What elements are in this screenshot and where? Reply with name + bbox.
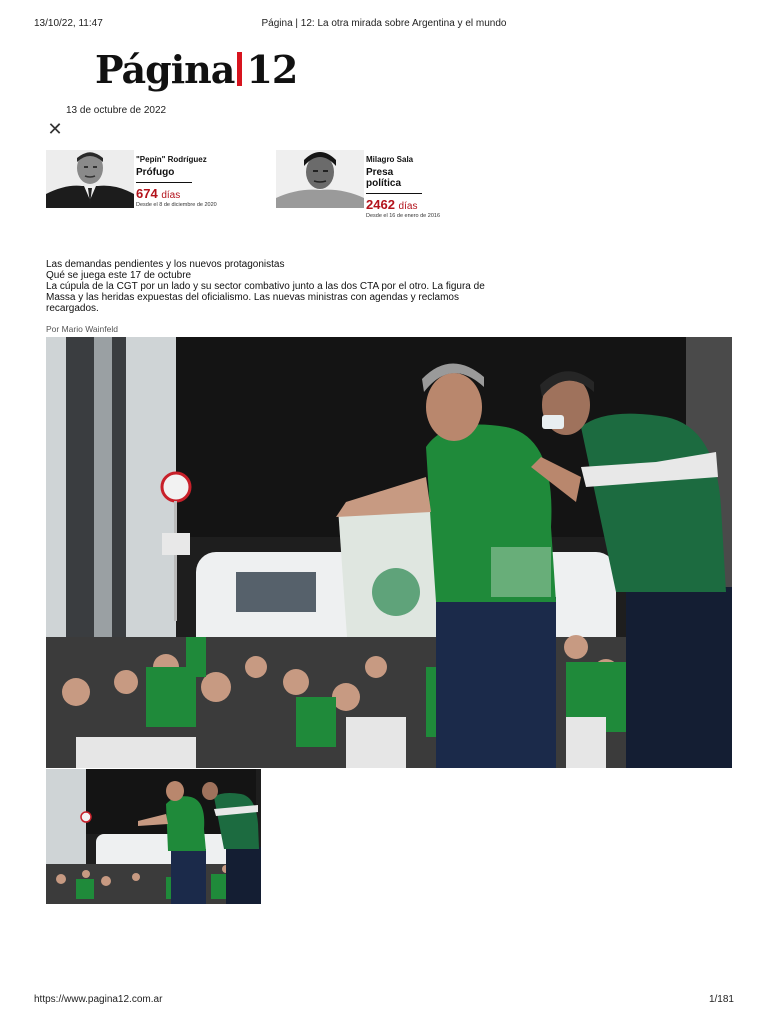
article-kicker: Las demandas pendientes y los nuevos protagonistas — [46, 259, 285, 270]
counter-person-name: Milagro Sala — [366, 155, 414, 164]
footer-page-number: 1/181 — [708, 994, 734, 1005]
counter-card-sala[interactable] — [276, 150, 476, 219]
counter-since: Desde el 8 de diciembre de 2020 — [136, 202, 217, 208]
article-title[interactable]: Qué se juega este 17 de octubre — [46, 270, 192, 281]
portrait-image — [276, 150, 364, 208]
counter-days-number: 674 — [136, 186, 158, 201]
counter-status: Presa política — [366, 167, 422, 194]
portrait-image — [46, 150, 134, 208]
logo-text-left: Página — [95, 46, 235, 92]
issue-date: 13 de octubre de 2022 — [66, 105, 167, 116]
counter-person-name: "Pepín" Rodríguez — [136, 155, 207, 164]
article-header — [46, 259, 506, 314]
counter-days-unit: días — [398, 201, 418, 212]
counter-days — [136, 186, 236, 201]
article-main-photo — [46, 337, 732, 768]
counter-days-number: 2462 — [366, 197, 395, 212]
print-datetime: 13/10/22, 11:47 — [34, 18, 103, 29]
close-icon[interactable]: ✕ — [47, 119, 63, 139]
print-page-title: Página | 12: La otra mirada sobre Argentina y el mundo — [261, 18, 507, 29]
article-author[interactable]: Por Mario Wainfeld — [46, 324, 118, 334]
footer-url[interactable]: https://www.pagina12.com.ar — [34, 994, 163, 1005]
site-logo[interactable] — [95, 46, 297, 92]
counter-status: Prófugo — [136, 167, 192, 183]
counter-days — [366, 197, 466, 212]
counter-since: Desde el 16 de enero de 2016 — [366, 213, 441, 219]
article-thumbnail-photo[interactable] — [46, 769, 261, 904]
article-summary: La cúpula de la CGT por un lado y su sector combativo junto a las dos CTA por el otro. La figura de Massa y las heridas expuestas del oficialismo. Las nuevas ministras con agendas y reclamos recargados. — [46, 281, 485, 314]
counter-days-unit: días — [161, 190, 181, 201]
logo-text-right: 12 — [246, 46, 298, 92]
counter-card-rodriguez[interactable] — [46, 150, 246, 212]
logo-red-bar — [237, 52, 242, 86]
